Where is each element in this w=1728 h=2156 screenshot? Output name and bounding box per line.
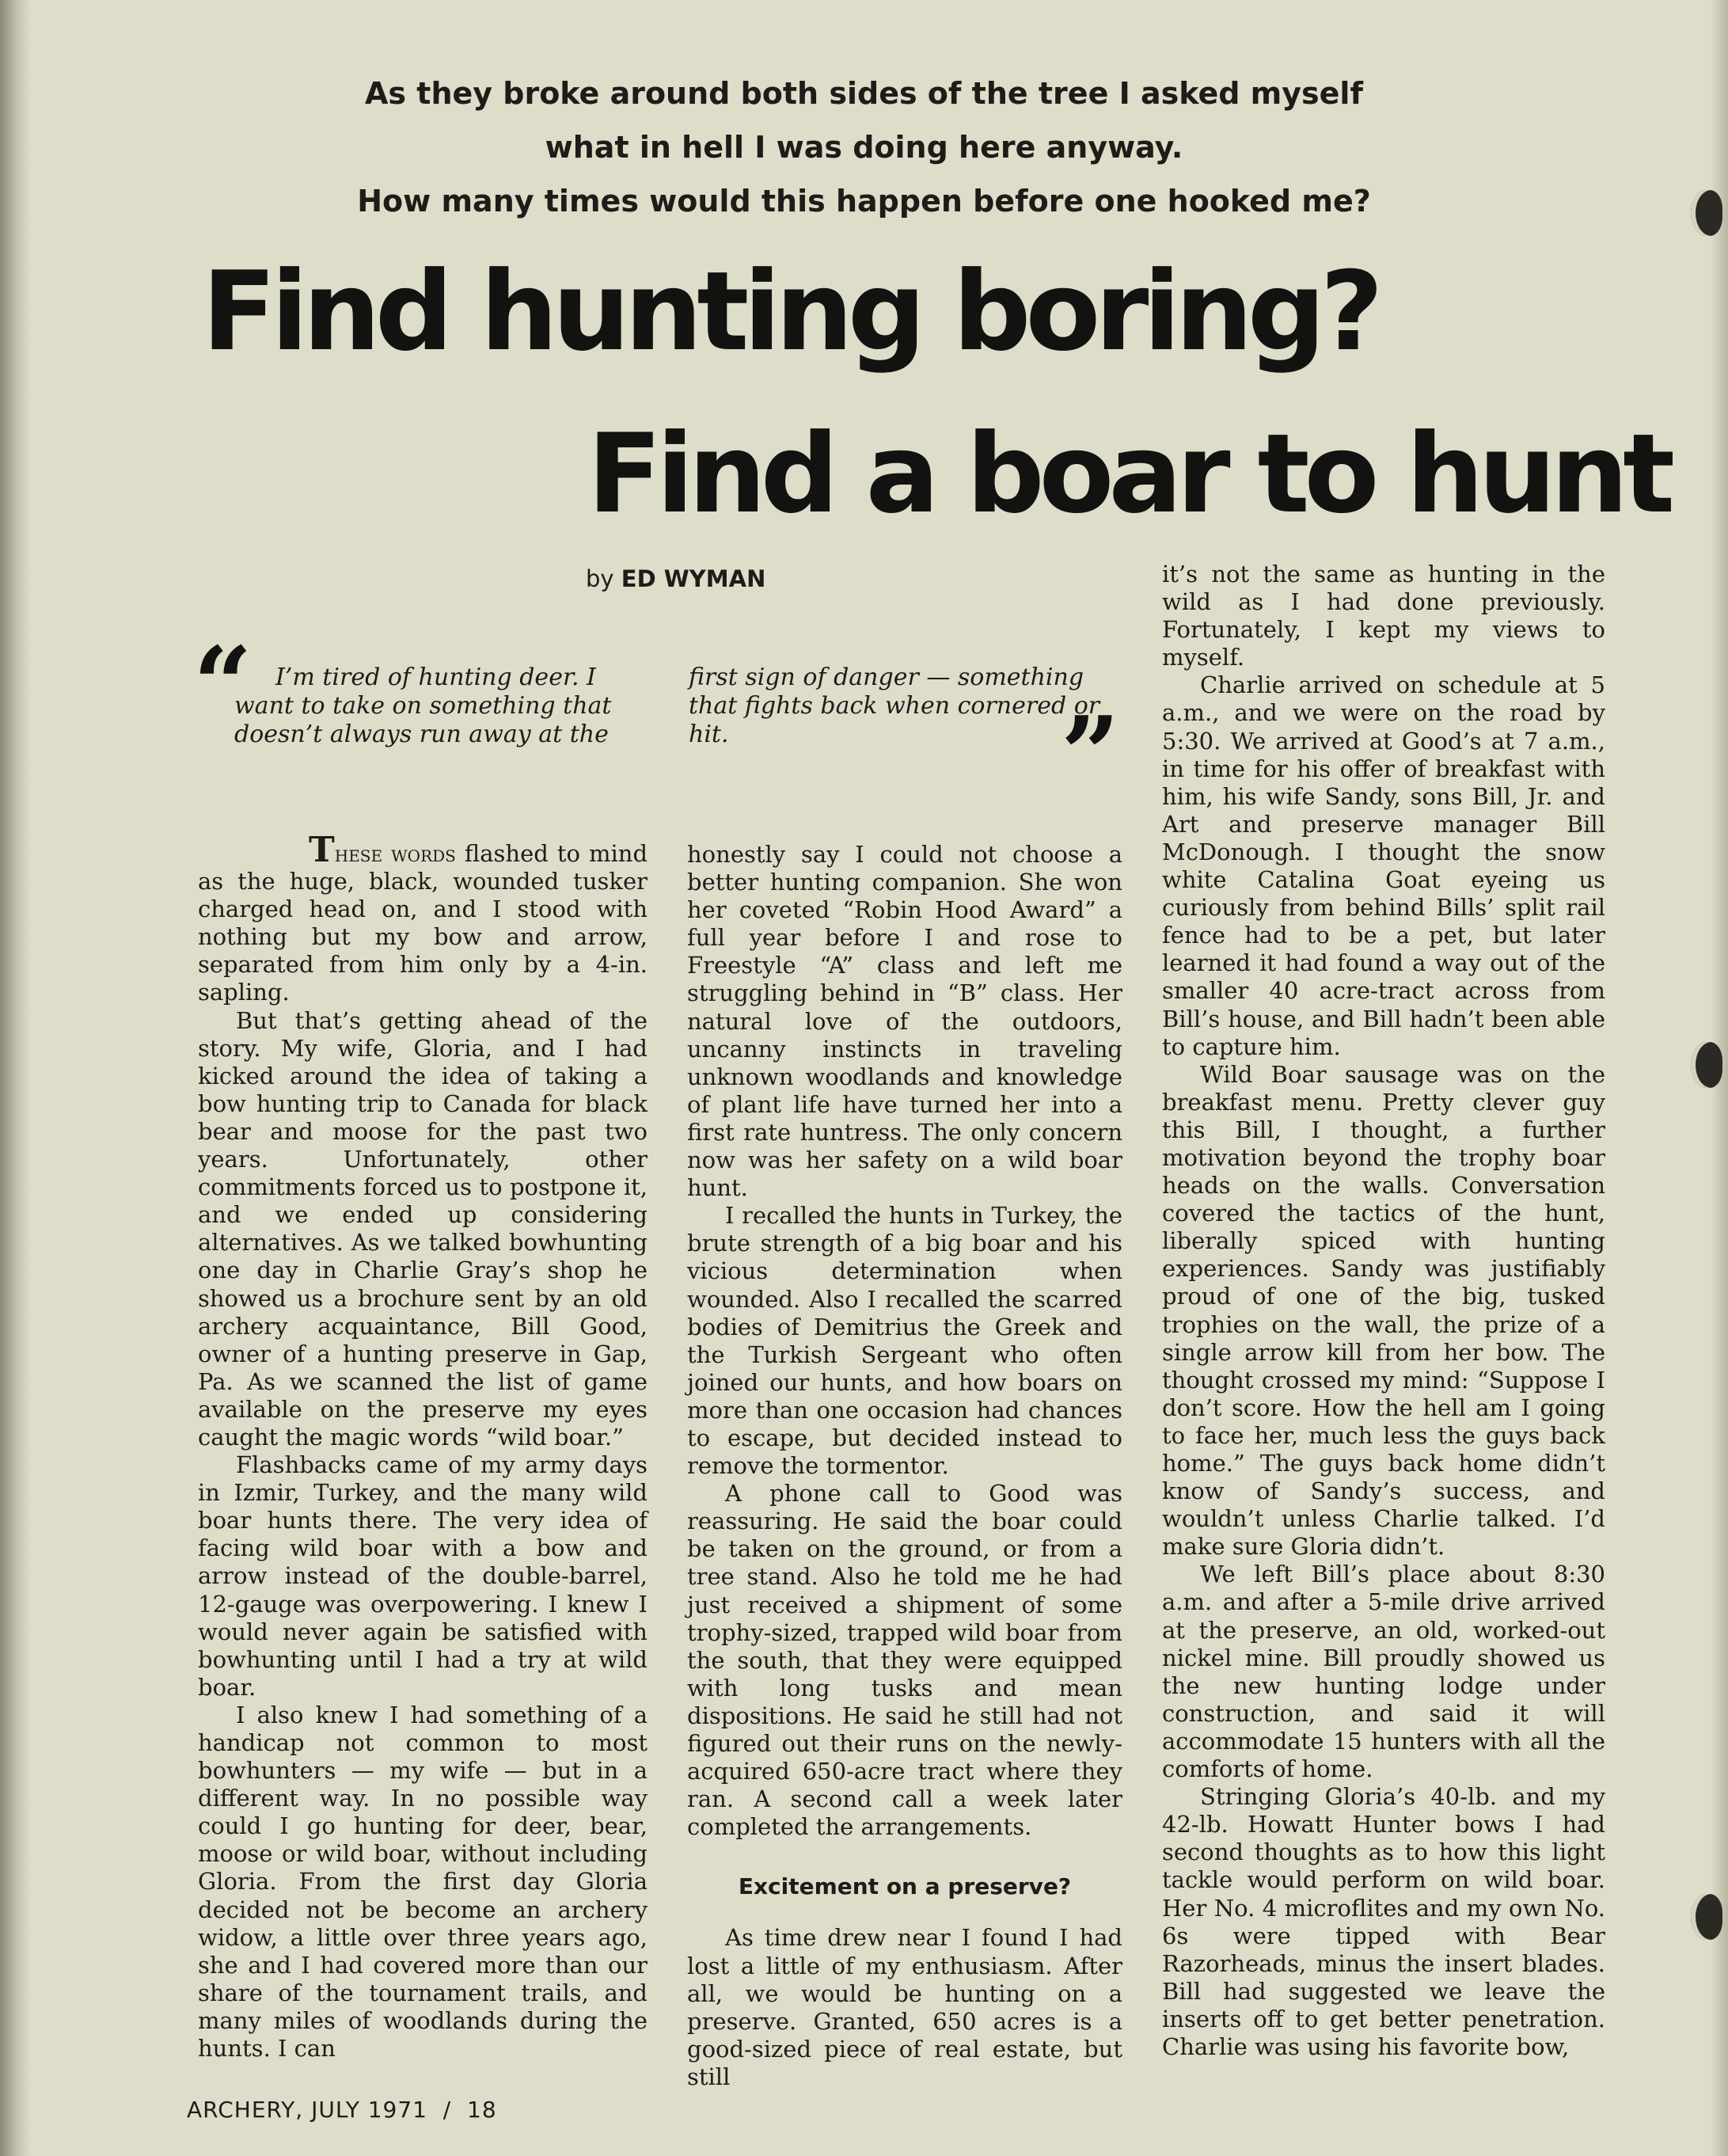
col1-para-1 (87, 830, 648, 1007)
col3-para-3: Wild Boar sausage was on the breakfast menu. Pretty clever guy this Bill, I thought, a further motivation beyond the trophy boar heads on the walls. Conversation covered the tactics of the hunt, liberally spiced with hunting experiences. Sandy was justifiably proud of one of the big, tusked trophies on the wall, the prize of a single arrow kill from her bow. The thought crossed my mind: “Suppose I don’t score. How the hell am I going to face her, much less the guys back home.” The guys back home didn’t know of Sandy’s success, and wouldn’t unless Charlie talked. I’d make sure Gloria didn’t. (1162, 1060, 1605, 1561)
pullquote-right: first sign of danger — something that fights back when cornered or hit. (689, 664, 1100, 748)
column-1 (198, 830, 648, 2063)
col2-para-1: honestly say I could not choose a better hunting companion. She won her coveted “Robin Hood Award” a full year before I and rose to Freestyle “A” class and left me struggling behind in “B” class. Her natural love of the outdoors, uncanny instincts in traveling unknown woodlands and knowledge of plant life have turned her into a first rate huntress. The only concern now was her safety on a wild boar hunt. (687, 841, 1122, 1202)
deck-line-1: As they broke around both sides of the tree I asked myself (365, 76, 1363, 111)
drop-cap: T (309, 830, 335, 870)
col2-para-2: I recalled the hunts in Turkey, the brute strength of a big boar and his vicious determination when wounded. Also I recalled the scarred bodies of Demitrius the Greek and the Turkish Sergeant who often joined our hunts, and how boars on more than one occasion had chances to escape, but decided instead to remove the tormentor. (687, 1202, 1122, 1480)
byline (586, 565, 765, 592)
section-subhead: Excitement on a preserve? (738, 1873, 1072, 1900)
col1-para-3: Flashbacks came of my army days in Izmir, Turkey, and the many wild boar hunts there. The very idea of facing wild boar with a bow and arrow instead of the double-barrel, 12-gauge was overpowering. I knew I would never again be satisfied with bowhunting until I had a try at wild boar. (198, 1451, 648, 1701)
small-caps-lead: hese words (334, 840, 456, 867)
col3-para-1: it’s not the same as hunting in the wild as I had done previously. Fortunately, I kept my views to myself. (1162, 561, 1605, 671)
deck-line-3: How many times would this happen before one hooked me? (357, 184, 1371, 219)
deck-line-2: what in hell I was doing here anyway. (545, 130, 1183, 165)
binder-hole (1691, 1894, 1722, 1940)
binder-hole (1691, 1042, 1722, 1088)
headline-line-2: Find a boar to hunt (587, 410, 1670, 538)
open-quote-mark: “ (193, 624, 253, 745)
byline-prefix: by (586, 565, 614, 592)
column-2 (687, 841, 1122, 2091)
col3-para-5: Stringing Gloria’s 40-lb. and my 42-lb. Howatt Hunter bows I had second thoughts as to how this light tackle would perform on wild boar. Her No. 4 microflites and my own No. 6s were tipped with Bear Razorheads, minus the insert blades. Bill had suggested we leave the inserts off to get better penetration. Charlie was using his favorite bow, (1162, 1783, 1605, 2060)
pullquote-left: I’m tired of hunting deer. I want to take on something that doesn’t always run away at the (234, 664, 612, 748)
col1-para-2: But that’s getting ahead of the story. My wife, Gloria, and I had kicked around the idea of taking a bow hunting trip to Canada for black bear and moose for the past two years. Unfortunately, other commitments forced us to postpone it, and we ended up considering alternatives. As we talked bowhunting one day in Charlie Gray’s shop he showed us a brochure sent by an old archery acquaintance, Bill Good, owner of a hunting preserve in Gap, Pa. As we scanned the list of game available on the preserve my eyes caught the magic words “wild boar.” (198, 1006, 648, 1451)
page-left-edge (0, 0, 32, 2156)
close-quote-mark: ” (1061, 694, 1120, 815)
col1-para-4: I also knew I had something of a handicap not common to most bowhunters — my wife — but in a different way. In no possible way could I go hunting for deer, bear, moose or wild boar, without including Gloria. From the first day Gloria decided not be become an archery widow, a little over three years ago, she and I had covered more than our share of the tournament trails, and many miles of woodlands during the hunts. I can (198, 1701, 648, 2063)
byline-author: ED WYMAN (621, 565, 766, 592)
col3-para-2: Charlie arrived on schedule at 5 a.m., and we were on the road by 5:30. We arrived at Good’s at 7 a.m., in time for his offer of breakfast with him, his wife Sandy, sons Bill, Jr. and Art and preserve manager Bill McDonough. I thought the snow white Catalina Goat eyeing us curiously from behind Bills’ split rail fence had to be a pet, but later learned it had found a way out of the smaller 40 acre-tract across from Bill’s house, and Bill hadn’t been able to capture him. (1162, 671, 1605, 1060)
page-footer: ARCHERY, JULY 1971 / 18 (187, 2097, 497, 2123)
col2-para-4: As time drew near I found I had lost a little of my enthusiasm. After all, we would be hunting on a preserve. Granted, 650 acres is a good-sized piece of real estate, but still (687, 1924, 1122, 2090)
col1-para-1-text: flashed to mind as the huge, black, wounded tusker charged head on, and I stood with nothing but my bow and arrow, separated from him only by a 4-in. sapling. (198, 840, 648, 1006)
headline-line-1: Find hunting boring? (202, 248, 1378, 375)
col3-para-4: We left Bill’s place about 8:30 a.m. and after a 5-mile drive arrived at the preserve, an old, worked-out nickel mine. Bill proudly showed us the new hunting lodge under construction, and said it will accommodate 15 hunters with all the comforts of home. (1162, 1561, 1605, 1783)
column-3 (1162, 561, 1605, 2061)
col2-para-3: A phone call to Good was reassuring. He said the boar could be taken on the ground, or from a tree stand. Also he told me he had just received a shipment of some trophy-sized, trapped wild boar from the south, that they were equipped with long tusks and mean dispositions. He said he still had not figured out their runs on the newly-acquired 650-acre tract where they ran. A second call a week later completed the arrangements. (687, 1480, 1122, 1841)
